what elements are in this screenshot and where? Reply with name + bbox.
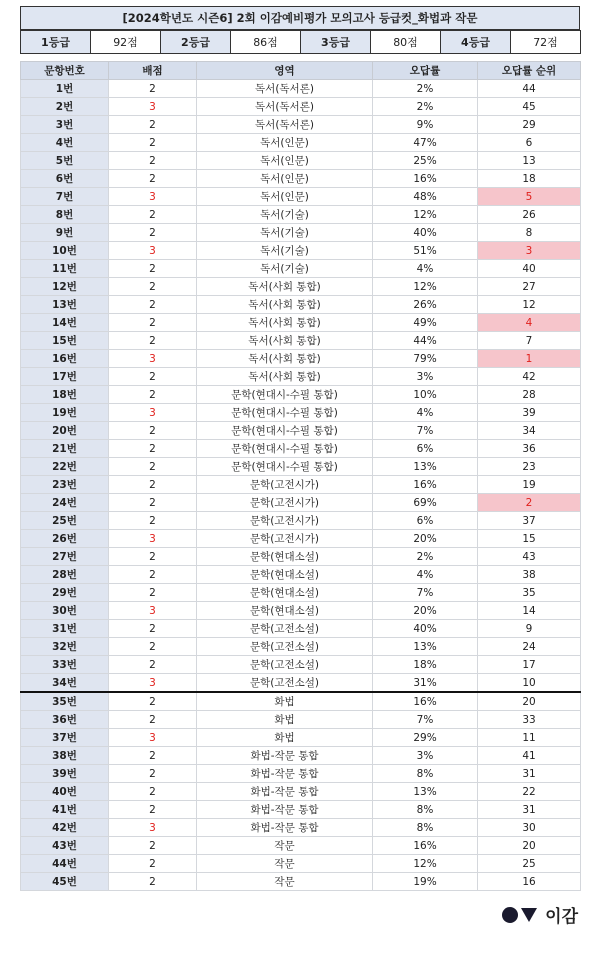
table-row [21, 548, 581, 566]
table-row [21, 242, 581, 260]
question-number-cell: 27번 [21, 548, 109, 566]
page [20, 6, 580, 891]
score-cell: 2 [109, 620, 197, 638]
table-row [21, 80, 581, 98]
question-number-cell: 2번 [21, 98, 109, 116]
question-number-cell: 26번 [21, 530, 109, 548]
grade-2-label: 2등급 [161, 31, 231, 54]
error-rank-cell: 10 [478, 674, 581, 693]
error-rate-cell: 16% [373, 692, 478, 711]
table-row [21, 278, 581, 296]
error-rate-cell: 69% [373, 494, 478, 512]
area-cell: 문학(고전소설) [197, 638, 373, 656]
error-rank-cell: 43 [478, 548, 581, 566]
brand-logo-text: 이감 [545, 907, 578, 927]
question-number-cell: 40번 [21, 783, 109, 801]
question-number-cell: 39번 [21, 765, 109, 783]
score-cell: 3 [109, 729, 197, 747]
question-number-cell: 1번 [21, 80, 109, 98]
score-cell: 2 [109, 765, 197, 783]
error-rate-cell: 16% [373, 170, 478, 188]
table-row [21, 476, 581, 494]
table-row [21, 386, 581, 404]
error-rank-cell: 4 [478, 314, 581, 332]
question-number-cell: 43번 [21, 837, 109, 855]
error-rank-cell: 8 [478, 224, 581, 242]
error-rate-cell: 7% [373, 711, 478, 729]
question-number-cell: 38번 [21, 747, 109, 765]
table-row [21, 530, 581, 548]
error-rank-cell: 2 [478, 494, 581, 512]
score-cell: 2 [109, 278, 197, 296]
error-rate-cell: 8% [373, 819, 478, 837]
question-number-cell: 32번 [21, 638, 109, 656]
score-cell: 2 [109, 512, 197, 530]
error-rank-cell: 42 [478, 368, 581, 386]
question-number-cell: 34번 [21, 674, 109, 693]
score-cell: 2 [109, 368, 197, 386]
error-rate-cell: 79% [373, 350, 478, 368]
area-cell: 독서(독서론) [197, 80, 373, 98]
score-cell: 2 [109, 855, 197, 873]
error-rank-cell: 36 [478, 440, 581, 458]
area-cell: 화법-작문 통합 [197, 747, 373, 765]
table-row [21, 620, 581, 638]
error-rank-cell: 18 [478, 170, 581, 188]
grade-cut-row [21, 31, 581, 54]
grade-1-value: 92점 [91, 31, 161, 54]
circle-triangle-logo-icon [501, 906, 541, 924]
table-row [21, 765, 581, 783]
table-row [21, 711, 581, 729]
error-rank-cell: 6 [478, 134, 581, 152]
table-row [21, 729, 581, 747]
score-cell: 3 [109, 404, 197, 422]
error-rate-cell: 7% [373, 584, 478, 602]
error-rate-cell: 20% [373, 602, 478, 620]
score-cell: 2 [109, 260, 197, 278]
table-row [21, 783, 581, 801]
error-rank-cell: 12 [478, 296, 581, 314]
area-cell: 독서(기술) [197, 260, 373, 278]
question-number-cell: 22번 [21, 458, 109, 476]
area-cell: 작문 [197, 837, 373, 855]
error-rate-cell: 31% [373, 674, 478, 693]
grade-4-value: 72점 [511, 31, 581, 54]
error-rank-cell: 37 [478, 512, 581, 530]
brand-logo [501, 902, 578, 927]
table-row [21, 98, 581, 116]
question-number-cell: 16번 [21, 350, 109, 368]
question-number-cell: 17번 [21, 368, 109, 386]
column-header-error-rate: 오답률 [373, 62, 478, 80]
area-cell: 독서(인문) [197, 170, 373, 188]
question-number-cell: 13번 [21, 296, 109, 314]
error-rate-cell: 18% [373, 656, 478, 674]
question-number-cell: 8번 [21, 206, 109, 224]
question-number-cell: 37번 [21, 729, 109, 747]
score-cell: 2 [109, 422, 197, 440]
question-number-cell: 42번 [21, 819, 109, 837]
table-row [21, 638, 581, 656]
area-cell: 화법-작문 통합 [197, 765, 373, 783]
table-row [21, 206, 581, 224]
area-cell: 문학(현대시-수필 통합) [197, 458, 373, 476]
error-rate-cell: 8% [373, 801, 478, 819]
table-row [21, 422, 581, 440]
column-header-question: 문항번호 [21, 62, 109, 80]
error-rank-cell: 31 [478, 801, 581, 819]
area-cell: 독서(인문) [197, 188, 373, 206]
error-rate-cell: 40% [373, 224, 478, 242]
table-row [21, 747, 581, 765]
area-cell: 독서(독서론) [197, 116, 373, 134]
question-number-cell: 11번 [21, 260, 109, 278]
error-rate-cell: 25% [373, 152, 478, 170]
error-rate-cell: 8% [373, 765, 478, 783]
error-rate-cell: 44% [373, 332, 478, 350]
error-rate-cell: 4% [373, 404, 478, 422]
table-row [21, 404, 581, 422]
error-rank-cell: 39 [478, 404, 581, 422]
score-cell: 3 [109, 819, 197, 837]
error-rate-cell: 12% [373, 206, 478, 224]
error-rate-cell: 47% [373, 134, 478, 152]
question-number-cell: 23번 [21, 476, 109, 494]
area-cell: 문학(현대시-수필 통합) [197, 440, 373, 458]
error-rate-cell: 12% [373, 278, 478, 296]
area-cell: 화법 [197, 692, 373, 711]
item-analysis-table [20, 61, 581, 891]
area-cell: 문학(고전시가) [197, 512, 373, 530]
error-rank-cell: 33 [478, 711, 581, 729]
area-cell: 문학(현대소설) [197, 602, 373, 620]
question-number-cell: 28번 [21, 566, 109, 584]
grade-3-value: 80점 [371, 31, 441, 54]
table-row [21, 440, 581, 458]
score-cell: 2 [109, 476, 197, 494]
table-row [21, 692, 581, 711]
area-cell: 독서(사회 통합) [197, 296, 373, 314]
area-cell: 화법-작문 통합 [197, 783, 373, 801]
error-rank-cell: 23 [478, 458, 581, 476]
error-rate-cell: 29% [373, 729, 478, 747]
question-number-cell: 33번 [21, 656, 109, 674]
score-cell: 2 [109, 873, 197, 891]
score-cell: 2 [109, 386, 197, 404]
error-rate-cell: 12% [373, 855, 478, 873]
score-cell: 2 [109, 747, 197, 765]
table-row [21, 314, 581, 332]
area-cell: 독서(독서론) [197, 98, 373, 116]
question-number-cell: 6번 [21, 170, 109, 188]
score-cell: 2 [109, 566, 197, 584]
error-rank-cell: 19 [478, 476, 581, 494]
error-rate-cell: 4% [373, 260, 478, 278]
area-cell: 독서(인문) [197, 152, 373, 170]
table-row [21, 837, 581, 855]
area-cell: 독서(사회 통합) [197, 332, 373, 350]
table-row [21, 134, 581, 152]
area-cell: 독서(기술) [197, 242, 373, 260]
error-rate-cell: 13% [373, 638, 478, 656]
error-rank-cell: 17 [478, 656, 581, 674]
score-cell: 2 [109, 170, 197, 188]
score-cell: 2 [109, 296, 197, 314]
error-rate-cell: 19% [373, 873, 478, 891]
error-rank-cell: 27 [478, 278, 581, 296]
table-row [21, 224, 581, 242]
score-cell: 3 [109, 530, 197, 548]
table-row [21, 368, 581, 386]
area-cell: 작문 [197, 873, 373, 891]
area-cell: 문학(현대소설) [197, 584, 373, 602]
score-cell: 3 [109, 188, 197, 206]
table-row [21, 296, 581, 314]
table-header-row [21, 62, 581, 80]
question-number-cell: 29번 [21, 584, 109, 602]
table-row [21, 566, 581, 584]
score-cell: 2 [109, 837, 197, 855]
table-row [21, 350, 581, 368]
table-row [21, 819, 581, 837]
score-cell: 3 [109, 602, 197, 620]
error-rank-cell: 41 [478, 747, 581, 765]
question-number-cell: 44번 [21, 855, 109, 873]
error-rate-cell: 10% [373, 386, 478, 404]
table-row [21, 116, 581, 134]
area-cell: 문학(현대시-수필 통합) [197, 386, 373, 404]
error-rank-cell: 9 [478, 620, 581, 638]
grade-2-value: 86점 [231, 31, 301, 54]
error-rank-cell: 44 [478, 80, 581, 98]
error-rate-cell: 13% [373, 458, 478, 476]
table-body [21, 80, 581, 891]
score-cell: 2 [109, 440, 197, 458]
error-rate-cell: 3% [373, 747, 478, 765]
error-rate-cell: 49% [373, 314, 478, 332]
error-rank-cell: 20 [478, 692, 581, 711]
question-number-cell: 12번 [21, 278, 109, 296]
area-cell: 문학(현대소설) [197, 566, 373, 584]
area-cell: 독서(인문) [197, 134, 373, 152]
error-rate-cell: 6% [373, 440, 478, 458]
error-rank-cell: 15 [478, 530, 581, 548]
error-rate-cell: 20% [373, 530, 478, 548]
score-cell: 2 [109, 134, 197, 152]
question-number-cell: 18번 [21, 386, 109, 404]
table-row [21, 152, 581, 170]
area-cell: 문학(고전소설) [197, 656, 373, 674]
question-number-cell: 20번 [21, 422, 109, 440]
score-cell: 3 [109, 350, 197, 368]
area-cell: 문학(고전시가) [197, 494, 373, 512]
error-rank-cell: 13 [478, 152, 581, 170]
spacer [20, 54, 580, 61]
table-row [21, 855, 581, 873]
error-rate-cell: 4% [373, 566, 478, 584]
error-rate-cell: 26% [373, 296, 478, 314]
error-rank-cell: 14 [478, 602, 581, 620]
error-rank-cell: 28 [478, 386, 581, 404]
question-number-cell: 3번 [21, 116, 109, 134]
score-cell: 2 [109, 638, 197, 656]
question-number-cell: 14번 [21, 314, 109, 332]
grade-3-label: 3등급 [301, 31, 371, 54]
area-cell: 문학(현대시-수필 통합) [197, 404, 373, 422]
score-cell: 2 [109, 584, 197, 602]
error-rank-cell: 31 [478, 765, 581, 783]
score-cell: 2 [109, 692, 197, 711]
error-rank-cell: 29 [478, 116, 581, 134]
area-cell: 문학(고전시가) [197, 476, 373, 494]
table-row [21, 801, 581, 819]
grade-4-label: 4등급 [441, 31, 511, 54]
score-cell: 2 [109, 548, 197, 566]
error-rate-cell: 2% [373, 98, 478, 116]
error-rank-cell: 7 [478, 332, 581, 350]
error-rank-cell: 1 [478, 350, 581, 368]
area-cell: 독서(사회 통합) [197, 350, 373, 368]
question-number-cell: 30번 [21, 602, 109, 620]
area-cell: 독서(사회 통합) [197, 368, 373, 386]
table-row [21, 260, 581, 278]
area-cell: 문학(고전소설) [197, 620, 373, 638]
area-cell: 화법 [197, 729, 373, 747]
error-rank-cell: 20 [478, 837, 581, 855]
question-number-cell: 31번 [21, 620, 109, 638]
area-cell: 문학(고전소설) [197, 674, 373, 693]
error-rank-cell: 24 [478, 638, 581, 656]
score-cell: 2 [109, 458, 197, 476]
question-number-cell: 21번 [21, 440, 109, 458]
score-cell: 2 [109, 224, 197, 242]
question-number-cell: 5번 [21, 152, 109, 170]
table-row [21, 584, 581, 602]
grade-1-label: 1등급 [21, 31, 91, 54]
question-number-cell: 45번 [21, 873, 109, 891]
table-row [21, 512, 581, 530]
table-row [21, 458, 581, 476]
score-cell: 3 [109, 674, 197, 693]
area-cell: 작문 [197, 855, 373, 873]
table-row [21, 602, 581, 620]
table-row [21, 873, 581, 891]
error-rate-cell: 3% [373, 368, 478, 386]
area-cell: 문학(현대소설) [197, 548, 373, 566]
error-rank-cell: 40 [478, 260, 581, 278]
area-cell: 문학(현대시-수필 통합) [197, 422, 373, 440]
area-cell: 독서(사회 통합) [197, 314, 373, 332]
score-cell: 2 [109, 494, 197, 512]
column-header-score: 배점 [109, 62, 197, 80]
score-cell: 2 [109, 783, 197, 801]
question-number-cell: 36번 [21, 711, 109, 729]
question-number-cell: 25번 [21, 512, 109, 530]
question-number-cell: 10번 [21, 242, 109, 260]
error-rate-cell: 9% [373, 116, 478, 134]
score-cell: 2 [109, 801, 197, 819]
question-number-cell: 19번 [21, 404, 109, 422]
score-cell: 2 [109, 152, 197, 170]
error-rate-cell: 51% [373, 242, 478, 260]
question-number-cell: 4번 [21, 134, 109, 152]
table-row [21, 188, 581, 206]
error-rank-cell: 11 [478, 729, 581, 747]
error-rate-cell: 2% [373, 80, 478, 98]
score-cell: 3 [109, 98, 197, 116]
error-rank-cell: 3 [478, 242, 581, 260]
error-rate-cell: 40% [373, 620, 478, 638]
area-cell: 화법-작문 통합 [197, 801, 373, 819]
score-cell: 2 [109, 314, 197, 332]
area-cell: 문학(고전시가) [197, 530, 373, 548]
title-bar [20, 6, 580, 30]
score-cell: 2 [109, 80, 197, 98]
table-row [21, 674, 581, 693]
error-rank-cell: 5 [478, 188, 581, 206]
area-cell: 화법-작문 통합 [197, 819, 373, 837]
area-cell: 독서(기술) [197, 206, 373, 224]
table-row [21, 656, 581, 674]
score-cell: 2 [109, 206, 197, 224]
area-cell: 독서(사회 통합) [197, 278, 373, 296]
area-cell: 독서(기술) [197, 224, 373, 242]
question-number-cell: 9번 [21, 224, 109, 242]
error-rank-cell: 45 [478, 98, 581, 116]
error-rank-cell: 34 [478, 422, 581, 440]
score-cell: 2 [109, 711, 197, 729]
table-row [21, 170, 581, 188]
error-rate-cell: 48% [373, 188, 478, 206]
score-cell: 2 [109, 116, 197, 134]
error-rate-cell: 7% [373, 422, 478, 440]
score-cell: 3 [109, 242, 197, 260]
error-rank-cell: 25 [478, 855, 581, 873]
question-number-cell: 41번 [21, 801, 109, 819]
error-rank-cell: 35 [478, 584, 581, 602]
error-rate-cell: 2% [373, 548, 478, 566]
table-row [21, 332, 581, 350]
error-rank-cell: 22 [478, 783, 581, 801]
question-number-cell: 15번 [21, 332, 109, 350]
page-title: [2024학년도 시즌6] 2회 이감예비평가 모의고사 등급컷_화법과 작문 [21, 7, 580, 30]
column-header-area: 영역 [197, 62, 373, 80]
grade-cut-table [20, 30, 581, 54]
error-rank-cell: 38 [478, 566, 581, 584]
score-cell: 2 [109, 656, 197, 674]
error-rank-cell: 26 [478, 206, 581, 224]
error-rate-cell: 16% [373, 837, 478, 855]
question-number-cell: 35번 [21, 692, 109, 711]
question-number-cell: 24번 [21, 494, 109, 512]
score-cell: 2 [109, 332, 197, 350]
column-header-error-rank: 오답률 순위 [478, 62, 581, 80]
table-row [21, 494, 581, 512]
error-rate-cell: 13% [373, 783, 478, 801]
error-rate-cell: 16% [373, 476, 478, 494]
error-rank-cell: 30 [478, 819, 581, 837]
error-rank-cell: 16 [478, 873, 581, 891]
error-rate-cell: 6% [373, 512, 478, 530]
area-cell: 화법 [197, 711, 373, 729]
question-number-cell: 7번 [21, 188, 109, 206]
